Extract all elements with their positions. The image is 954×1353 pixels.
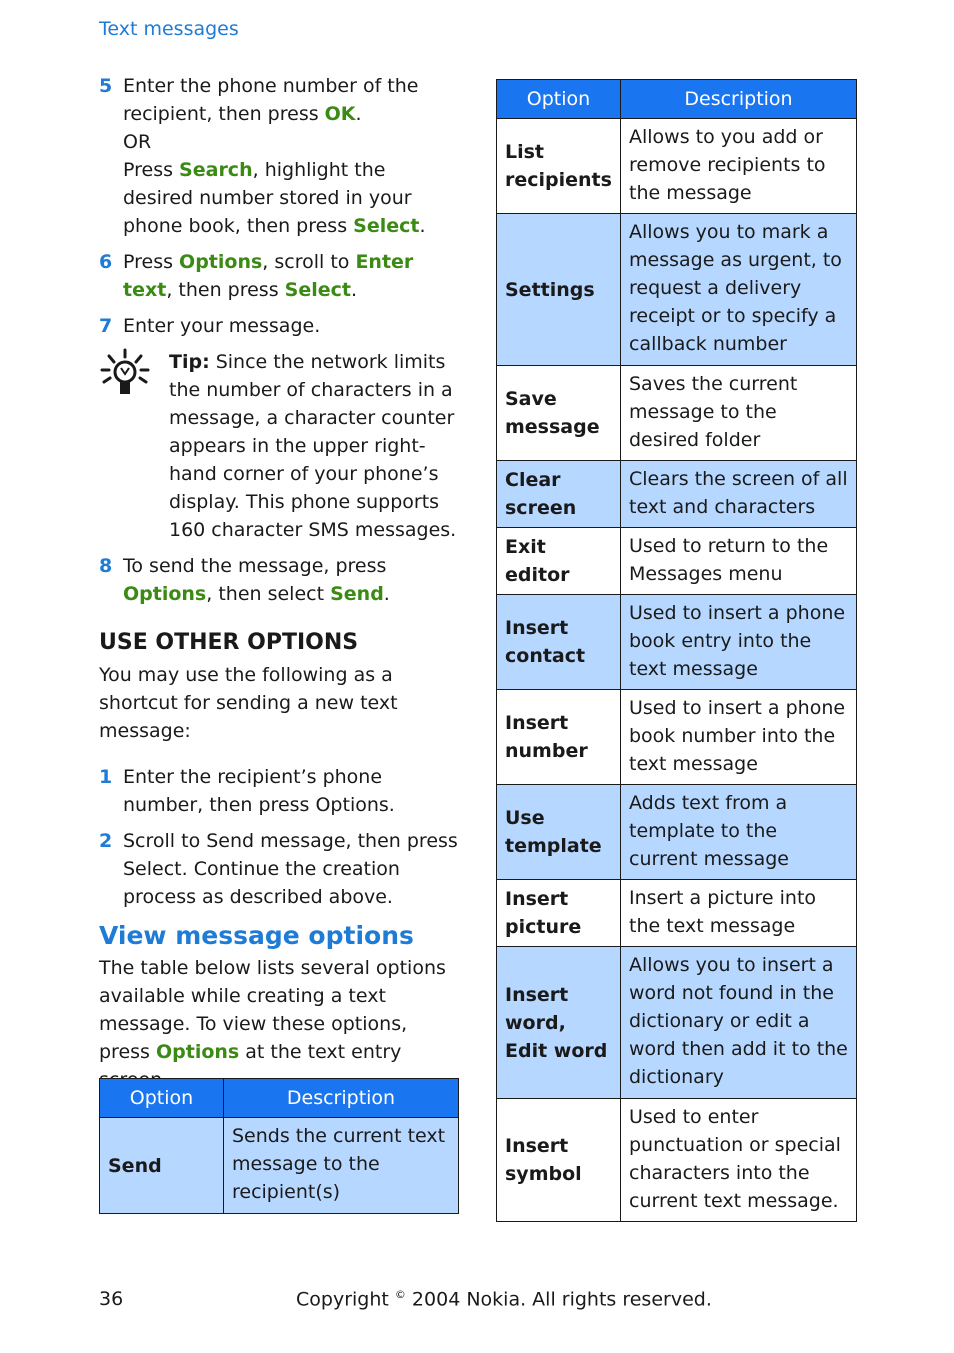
text-run: Press [123,251,180,273]
description-cell: Used to insert a phone book number into the text message [621,690,857,785]
ui-term: OK [324,103,356,125]
step-item [99,312,461,340]
column-header-option: Option [497,80,621,119]
steps-list-b [99,552,461,608]
table-row [497,461,857,528]
description-cell: Saves the current message to the desired folder [621,366,857,461]
description-cell: Clears the screen of all text and characters [621,461,857,528]
left-column [99,72,461,1112]
copyright-symbol: © [394,1288,406,1301]
table-row [497,947,857,1099]
section-heading-other-options: USE OTHER OPTIONS [99,630,359,655]
text-run: Enter your message. [123,315,321,337]
step-text [123,72,461,240]
option-cell: Clear screen [497,461,621,528]
column-header-description: Description [621,80,857,119]
option-cell: Insert word, Edit word [497,947,621,1099]
ui-term: Select [353,215,420,237]
page-number: 36 [99,1288,124,1310]
description-cell: Allows you to insert a word not found in the dictionary or edit a word then add it to the dictionary [621,947,857,1099]
tip-body: Since the network limits the number of characters in a message, a character counter appears in the upper right-hand corner of your phone’s display. This phone supports 160 character SMS messages. [169,351,457,541]
step-text [123,763,461,819]
table-row [497,119,857,214]
step-number: 5 [99,75,113,97]
step-text [123,552,461,608]
text-run: . [355,103,362,125]
description-cell: Sends the current text message to the recipient(s) [224,1118,459,1214]
option-cell: List recipients [497,119,621,214]
text-run: . [350,279,358,301]
ui-term: Enter text [123,251,414,301]
text-run: , scroll to [262,251,356,273]
step-text [123,312,461,340]
step-number: 6 [99,251,113,273]
step-number: 8 [99,555,113,577]
copyright-prefix: Copyright [296,1288,395,1311]
description-cell: Used to insert a phone book entry into the text message [621,595,857,690]
steps-list-a [99,72,461,340]
option-cell: Insert picture [497,880,621,947]
table-row [497,595,857,690]
step-item [99,248,461,304]
text-run: , then select [206,583,331,605]
description-cell: Adds text from a template to the current message [621,785,857,880]
description-cell: Used to enter punctuation or special characters into the current text message. [621,1099,857,1222]
text-run: The table below lists several options available while creating a text message. To view these options, press [99,957,446,1063]
option-cell: Use template [497,785,621,880]
text-run: at the text entry [245,1041,402,1063]
lightbulb-icon [99,348,169,544]
option-cell: Insert symbol [497,1099,621,1222]
copyright-notice [296,1288,712,1310]
description-cell: Allows to you add or remove recipients to the message [621,119,857,214]
step-item [99,552,461,608]
ui-term: Select [284,279,351,301]
ui-term: Search [179,159,253,181]
ui-term: Options [155,1041,240,1063]
copyright-suffix: 2004 Nokia. All rights reserved. [405,1288,712,1311]
text-run: Press [123,159,180,181]
text-run: To send the message, press [123,555,387,577]
table-row [497,214,857,366]
options-table-left [99,1078,459,1214]
option-cell: Exit editor [497,528,621,595]
tip-label: Tip: [169,351,210,373]
text-run: . [383,583,390,605]
option-cell: Settings [497,214,621,366]
steps-list-other [99,763,461,911]
option-cell: Insert number [497,690,621,785]
table-row [497,690,857,785]
ui-term: Send [330,583,384,605]
step-item [99,827,461,911]
ui-term: Options [123,583,207,605]
column-header-description: Description [224,1079,459,1118]
step-item [99,763,461,819]
text-run: , highlight the desired number stored in your phone book, then press [123,159,412,237]
step-number: 1 [99,766,113,788]
step-number: 7 [99,315,113,337]
table-row [497,1099,857,1222]
text-run: , then press [166,279,285,301]
tip-text [169,348,461,544]
section-heading-view-options: View message options [99,921,414,950]
table-row [497,528,857,595]
table-row [100,1118,459,1214]
text-run: Scroll to Send message, then press Select. Continue the creation process as described above. [123,830,458,908]
other-options-intro: You may use the following as a shortcut for sending a new text message: [99,664,398,742]
ui-term: Options [179,251,263,273]
table-row [497,366,857,461]
column-header-option: Option [100,1079,224,1118]
step-text [123,827,461,911]
option-cell: Insert contact [497,595,621,690]
step-number: 2 [99,830,113,852]
running-header: Text messages [99,18,239,40]
text-run: . [419,215,426,237]
step-item [99,72,461,240]
description-cell: Allows you to mark a message as urgent, to request a delivery receipt or to specify a callback number [621,214,857,366]
options-table-right [496,79,857,1222]
text-run: Enter the phone number of the recipient, then press [123,75,419,125]
description-cell: Insert a picture into the text message [621,880,857,947]
table-row [497,785,857,880]
description-cell: Used to return to the Messages menu [621,528,857,595]
text-run: Enter the recipient’s phone number, then press Options. [123,766,395,816]
option-cell: Send [100,1118,224,1214]
tip-box [99,348,461,544]
view-options-intro [99,954,461,1094]
option-cell: Save message [497,366,621,461]
table-row [497,880,857,947]
step-text [123,248,461,304]
text-run: OR [123,131,152,153]
